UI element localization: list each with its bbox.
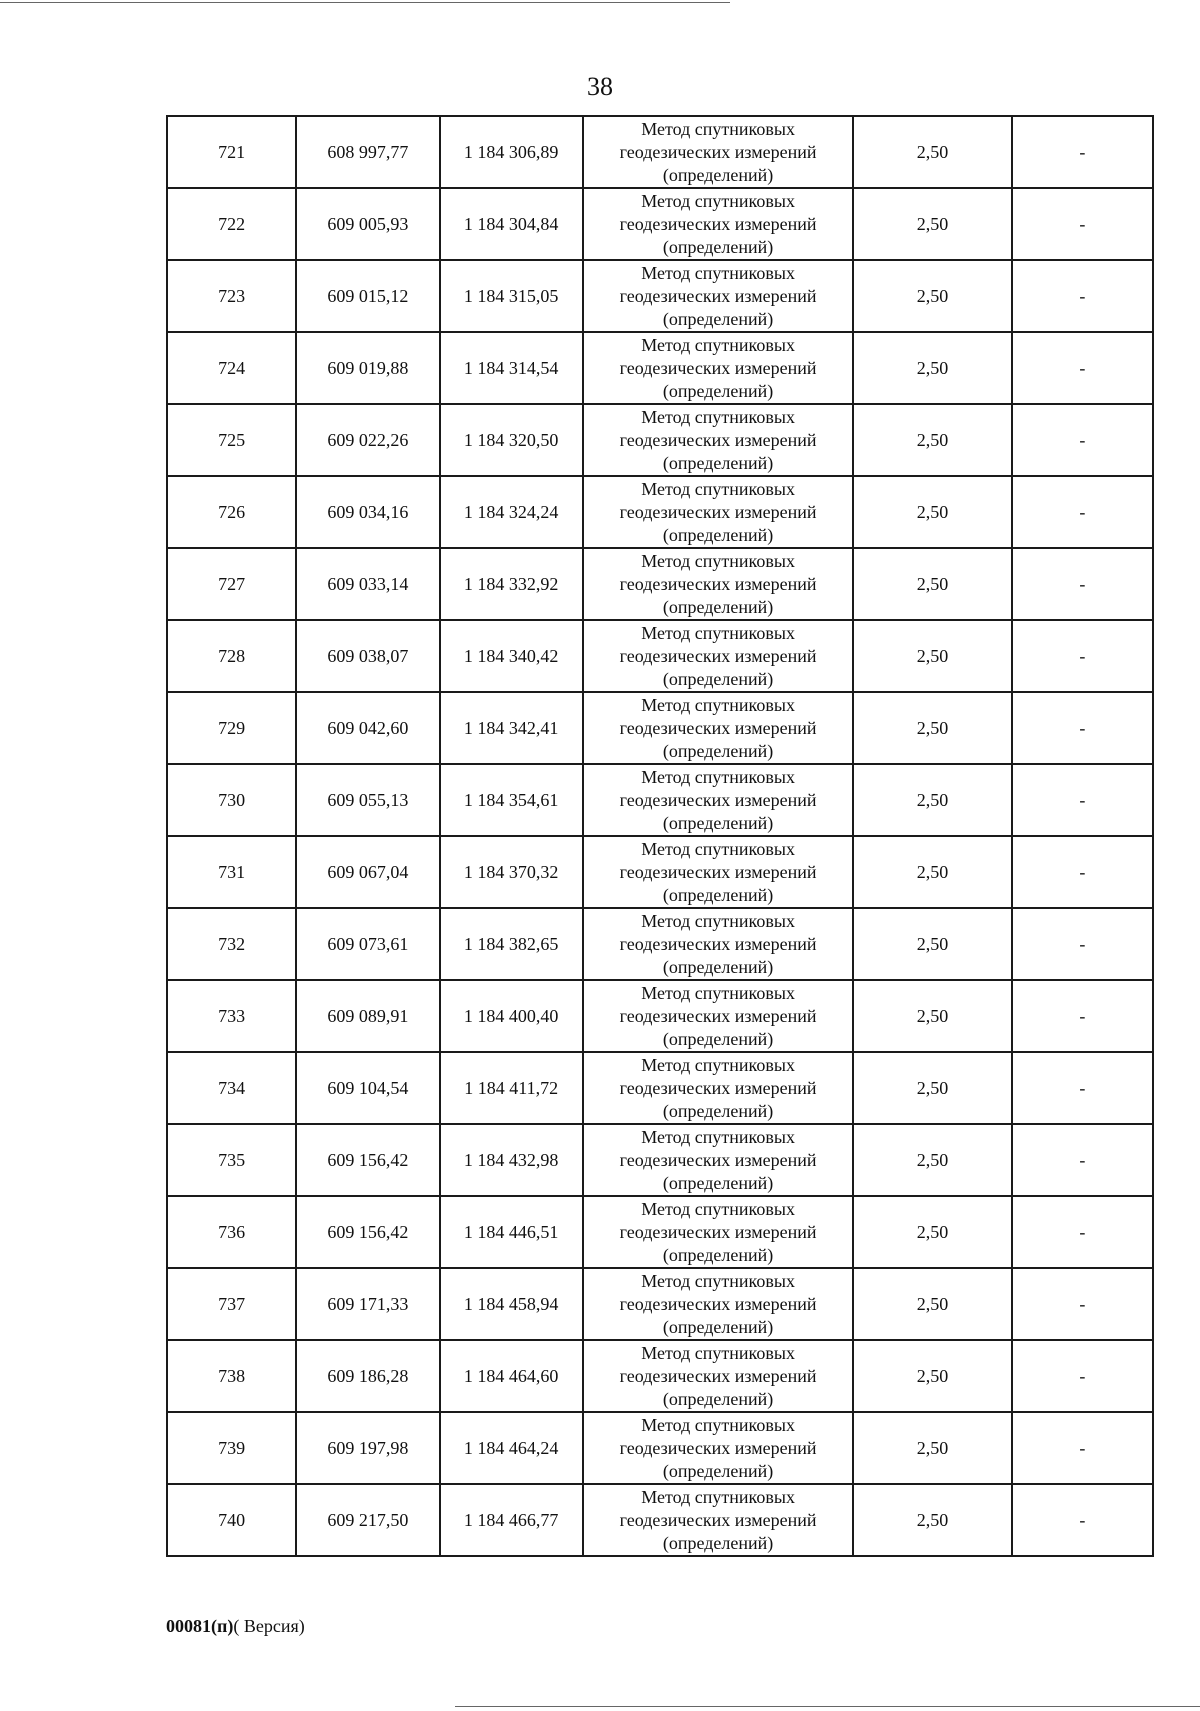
description-cell: - [1012,836,1153,908]
method-line: Метод спутниковых [641,1342,795,1363]
method-line: Метод спутниковых [641,694,795,715]
description-cell: - [1012,1340,1153,1412]
method-line: геодезических измерений [619,357,817,378]
x-coordinate-cell: 609 104,54 [296,1052,439,1124]
method-line: (определений) [662,668,774,689]
method-cell [583,404,854,476]
description-cell: - [1012,692,1153,764]
method-line: Метод спутниковых [641,1486,795,1507]
method-cell [583,548,854,620]
description-cell: - [1012,620,1153,692]
method-cell [583,1052,854,1124]
method-line: (определений) [662,596,774,617]
method-cell [583,116,854,188]
point-number-cell: 731 [167,836,296,908]
table-row [167,692,1153,764]
point-number-cell: 724 [167,332,296,404]
y-coordinate-cell: 1 184 340,42 [440,620,583,692]
x-coordinate-cell: 609 156,42 [296,1124,439,1196]
description-cell: - [1012,908,1153,980]
method-line: геодезических измерений [619,1365,817,1386]
table-row [167,620,1153,692]
point-number-cell: 722 [167,188,296,260]
y-coordinate-cell: 1 184 314,54 [440,332,583,404]
method-line: Метод спутниковых [641,766,795,787]
y-coordinate-cell: 1 184 306,89 [440,116,583,188]
method-line: (определений) [662,380,774,401]
accuracy-cell: 2,50 [853,548,1011,620]
point-number-cell: 737 [167,1268,296,1340]
accuracy-cell: 2,50 [853,1196,1011,1268]
method-line: геодезических измерений [619,1077,817,1098]
method-line: (определений) [662,1172,774,1193]
method-line: Метод спутниковых [641,1126,795,1147]
point-number-cell: 740 [167,1484,296,1556]
method-line: (определений) [662,956,774,977]
table-row [167,1196,1153,1268]
x-coordinate-cell: 608 997,77 [296,116,439,188]
table-row [167,548,1153,620]
point-number-cell: 729 [167,692,296,764]
y-coordinate-cell: 1 184 324,24 [440,476,583,548]
method-line: (определений) [662,1100,774,1121]
accuracy-cell: 2,50 [853,908,1011,980]
x-coordinate-cell: 609 197,98 [296,1412,439,1484]
accuracy-cell: 2,50 [853,1412,1011,1484]
accuracy-cell: 2,50 [853,692,1011,764]
point-number-cell: 732 [167,908,296,980]
x-coordinate-cell: 609 005,93 [296,188,439,260]
accuracy-cell: 2,50 [853,332,1011,404]
description-cell: - [1012,476,1153,548]
x-coordinate-cell: 609 015,12 [296,260,439,332]
accuracy-cell: 2,50 [853,404,1011,476]
table-row [167,764,1153,836]
method-line: (определений) [662,1028,774,1049]
method-line: Метод спутниковых [641,1414,795,1435]
method-line: геодезических измерений [619,501,817,522]
accuracy-cell: 2,50 [853,836,1011,908]
description-cell: - [1012,188,1153,260]
accuracy-cell: 2,50 [853,764,1011,836]
table-row [167,836,1153,908]
accuracy-cell: 2,50 [853,1052,1011,1124]
method-line: геодезических измерений [619,861,817,882]
coordinates-table [166,115,1154,1557]
method-line: Метод спутниковых [641,1054,795,1075]
table-row [167,260,1153,332]
table-row [167,404,1153,476]
y-coordinate-cell: 1 184 382,65 [440,908,583,980]
method-line: (определений) [662,452,774,473]
table-body [167,116,1153,1556]
form-code: 00081(п) [166,1616,234,1636]
method-line: (определений) [662,164,774,185]
point-number-cell: 725 [167,404,296,476]
x-coordinate-cell: 609 089,91 [296,980,439,1052]
method-line: геодезических измерений [619,141,817,162]
y-coordinate-cell: 1 184 400,40 [440,980,583,1052]
description-cell: - [1012,1052,1153,1124]
method-cell [583,1196,854,1268]
method-line: геодезических измерений [619,213,817,234]
y-coordinate-cell: 1 184 464,60 [440,1340,583,1412]
method-line: Метод спутниковых [641,838,795,859]
y-coordinate-cell: 1 184 342,41 [440,692,583,764]
y-coordinate-cell: 1 184 411,72 [440,1052,583,1124]
method-line: (определений) [662,308,774,329]
description-cell: - [1012,548,1153,620]
method-line: (определений) [662,740,774,761]
accuracy-cell: 2,50 [853,1124,1011,1196]
y-coordinate-cell: 1 184 320,50 [440,404,583,476]
x-coordinate-cell: 609 038,07 [296,620,439,692]
accuracy-cell: 2,50 [853,260,1011,332]
method-cell [583,692,854,764]
method-line: Метод спутниковых [641,334,795,355]
y-coordinate-cell: 1 184 466,77 [440,1484,583,1556]
method-cell [583,188,854,260]
point-number-cell: 727 [167,548,296,620]
x-coordinate-cell: 609 042,60 [296,692,439,764]
method-cell [583,332,854,404]
accuracy-cell: 2,50 [853,188,1011,260]
method-cell [583,908,854,980]
y-coordinate-cell: 1 184 332,92 [440,548,583,620]
method-line: геодезических измерений [619,1509,817,1530]
y-coordinate-cell: 1 184 464,24 [440,1412,583,1484]
method-line: геодезических измерений [619,1005,817,1026]
x-coordinate-cell: 609 019,88 [296,332,439,404]
table-row [167,1484,1153,1556]
point-number-cell: 723 [167,260,296,332]
form-footer [166,1615,305,1637]
method-cell [583,260,854,332]
description-cell: - [1012,404,1153,476]
x-coordinate-cell: 609 217,50 [296,1484,439,1556]
method-line: (определений) [662,1316,774,1337]
method-line: Метод спутниковых [641,262,795,283]
method-line: геодезических измерений [619,645,817,666]
x-coordinate-cell: 609 073,61 [296,908,439,980]
method-cell [583,1484,854,1556]
table-row [167,1340,1153,1412]
x-coordinate-cell: 609 022,26 [296,404,439,476]
y-coordinate-cell: 1 184 354,61 [440,764,583,836]
method-cell [583,1124,854,1196]
y-coordinate-cell: 1 184 446,51 [440,1196,583,1268]
method-line: геодезических измерений [619,789,817,810]
description-cell: - [1012,1124,1153,1196]
description-cell: - [1012,332,1153,404]
accuracy-cell: 2,50 [853,1268,1011,1340]
method-line: (определений) [662,884,774,905]
point-number-cell: 739 [167,1412,296,1484]
description-cell: - [1012,1484,1153,1556]
method-line: Метод спутниковых [641,1270,795,1291]
method-line: Метод спутниковых [641,406,795,427]
point-number-cell: 721 [167,116,296,188]
method-line: (определений) [662,812,774,833]
method-line: Метод спутниковых [641,982,795,1003]
table-row [167,476,1153,548]
method-cell [583,620,854,692]
method-line: (определений) [662,1244,774,1265]
method-line: (определений) [662,236,774,257]
method-line: геодезических измерений [619,933,817,954]
description-cell: - [1012,1412,1153,1484]
point-number-cell: 730 [167,764,296,836]
x-coordinate-cell: 609 034,16 [296,476,439,548]
x-coordinate-cell: 609 055,13 [296,764,439,836]
method-line: Метод спутниковых [641,550,795,571]
table-row [167,1412,1153,1484]
table-row [167,1124,1153,1196]
point-number-cell: 735 [167,1124,296,1196]
method-cell [583,476,854,548]
description-cell: - [1012,764,1153,836]
form-version: ( Версия) [233,1616,305,1636]
y-coordinate-cell: 1 184 315,05 [440,260,583,332]
method-line: геодезических измерений [619,717,817,738]
method-cell [583,836,854,908]
method-line: Метод спутниковых [641,190,795,211]
description-cell: - [1012,980,1153,1052]
table-row [167,188,1153,260]
description-cell: - [1012,1196,1153,1268]
method-line: (определений) [662,524,774,545]
accuracy-cell: 2,50 [853,116,1011,188]
top-scan-rule [0,2,730,3]
method-line: Метод спутниковых [641,910,795,931]
x-coordinate-cell: 609 033,14 [296,548,439,620]
point-number-cell: 738 [167,1340,296,1412]
method-cell [583,1268,854,1340]
y-coordinate-cell: 1 184 458,94 [440,1268,583,1340]
method-line: (определений) [662,1532,774,1553]
method-line: геодезических измерений [619,1149,817,1170]
y-coordinate-cell: 1 184 370,32 [440,836,583,908]
method-line: геодезических измерений [619,1437,817,1458]
method-line: геодезических измерений [619,285,817,306]
page-number: 38 [587,72,613,101]
x-coordinate-cell: 609 171,33 [296,1268,439,1340]
accuracy-cell: 2,50 [853,476,1011,548]
y-coordinate-cell: 1 184 432,98 [440,1124,583,1196]
description-cell: - [1012,260,1153,332]
table-row [167,980,1153,1052]
table-row [167,1268,1153,1340]
method-line: геодезических измерений [619,1293,817,1314]
method-line: (определений) [662,1460,774,1481]
method-line: Метод спутниковых [641,478,795,499]
method-line: геодезических измерений [619,1221,817,1242]
method-cell [583,1412,854,1484]
table-row [167,1052,1153,1124]
accuracy-cell: 2,50 [853,620,1011,692]
method-line: Метод спутниковых [641,1198,795,1219]
method-cell [583,764,854,836]
point-number-cell: 734 [167,1052,296,1124]
description-cell: - [1012,116,1153,188]
method-line: геодезических измерений [619,429,817,450]
accuracy-cell: 2,50 [853,980,1011,1052]
method-cell [583,980,854,1052]
x-coordinate-cell: 609 186,28 [296,1340,439,1412]
point-number-cell: 726 [167,476,296,548]
x-coordinate-cell: 609 067,04 [296,836,439,908]
table-row [167,116,1153,188]
point-number-cell: 728 [167,620,296,692]
point-number-cell: 733 [167,980,296,1052]
x-coordinate-cell: 609 156,42 [296,1196,439,1268]
method-line: (определений) [662,1388,774,1409]
description-cell: - [1012,1268,1153,1340]
point-number-cell: 736 [167,1196,296,1268]
table-row [167,908,1153,980]
method-cell [583,1340,854,1412]
bottom-scan-rule [455,1706,1200,1707]
method-line: геодезических измерений [619,573,817,594]
y-coordinate-cell: 1 184 304,84 [440,188,583,260]
accuracy-cell: 2,50 [853,1484,1011,1556]
accuracy-cell: 2,50 [853,1340,1011,1412]
method-line: Метод спутниковых [641,118,795,139]
table-row [167,332,1153,404]
method-line: Метод спутниковых [641,622,795,643]
